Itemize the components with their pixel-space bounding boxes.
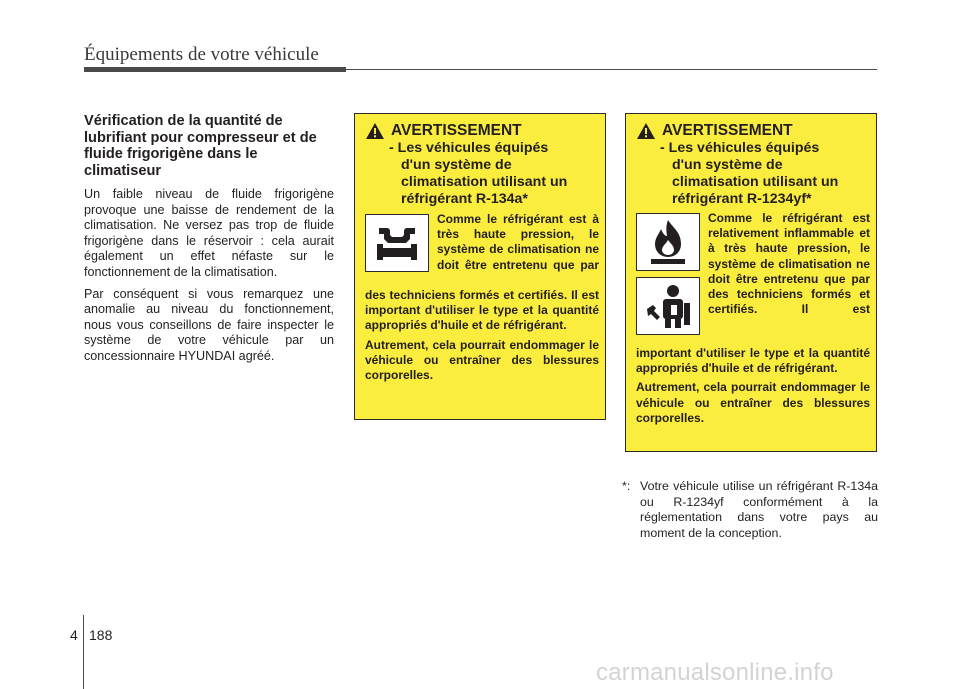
- footnote-marker: *:: [622, 479, 631, 493]
- footnote: [622, 479, 878, 541]
- warning-title: AVERTISSEMENT: [391, 122, 522, 139]
- warning-text-full: des techniciens formés et certifiés. Il est important d'utiliser le type et la quantité appropriés d'huile et de réfrigérant.: [365, 288, 599, 333]
- wrench-icon-graphic: [373, 222, 421, 264]
- flame-icon-graphic: [645, 218, 691, 266]
- section-heading: Vérification de la quantité de lubrifiant pour compresseur et de fluide frigorigène dans le climatiseur: [84, 113, 317, 179]
- warning-subtitle: - Les véhicules équipés: [389, 140, 549, 156]
- warning-subtitle-detail: d'un système de climatisation utilisant un réfrigérant R-1234yf*: [672, 157, 839, 207]
- footnote-text: Votre véhicule utilise un réfrigérant R-134a ou R-1234yf conformément à la réglementation dans votre pays au moment de la conception.: [640, 479, 878, 540]
- warning-header: [636, 122, 872, 208]
- warning-title: AVERTISSEMENT: [662, 122, 793, 139]
- header-bar: [84, 67, 346, 72]
- warning-box-r1234yf: [625, 113, 877, 452]
- technician-icon-graphic: [643, 283, 693, 329]
- warning-header: [365, 122, 601, 208]
- main-section: [84, 113, 334, 371]
- warning-text-side: Comme le réfrigérant est à très haute pression, le système de climatisation ne doit être entretenu que par: [437, 212, 599, 272]
- warning-box-r134a: [354, 113, 606, 420]
- technician-icon: [636, 277, 700, 335]
- watermark: carmanualsonline.info: [596, 659, 834, 686]
- wrench-icon: [365, 214, 429, 272]
- flame-icon: [636, 213, 700, 271]
- body-paragraph-1: Un faible niveau de fluide frigorigène provoque une baisse de rendement de la climatisation. Ne versez pas trop de fluide frigorigène dans le réservoir : cela aurait également un effet néfaste sur le fonctionnement de la climatisation.: [84, 187, 334, 279]
- header-rule: [346, 69, 877, 70]
- warning-text-last: Autrement, cela pourrait endommager le véhicule ou entraîner des blessures corporelles.: [365, 337, 599, 383]
- warning-text-last: Autrement, cela pourrait endommager le véhicule ou entraîner des blessures corporelles.: [636, 380, 870, 425]
- warning-text-side: Comme le réfrigérant est relativement inflammable et à très haute pression, le système de climatisation ne doit être entretenu que par des techniciens formés et certifiés. Il est: [708, 211, 870, 317]
- page-number: 188: [89, 627, 113, 643]
- warning-triangle-icon: [636, 122, 656, 140]
- warning-subtitle: - Les véhicules équipés: [660, 140, 820, 156]
- warning-triangle-icon: [365, 122, 385, 140]
- chapter-number: 4: [70, 627, 78, 643]
- body-paragraph-2: Par conséquent si vous remarquez une anomalie au niveau du fonctionnement, nous vous conseillons de faire inspecter le système de votre véhicule par un concessionnaire HYUNDAI agréé.: [84, 286, 334, 363]
- page-number-separator: [83, 615, 84, 689]
- warning-subtitle-detail: d'un système de climatisation utilisant un réfrigérant R-134a*: [401, 157, 568, 207]
- page-header-title: Équipements de votre véhicule: [84, 44, 319, 65]
- warning-text-full: important d'utiliser le type et la quantité appropriés d'huile et de réfrigérant.: [636, 346, 870, 376]
